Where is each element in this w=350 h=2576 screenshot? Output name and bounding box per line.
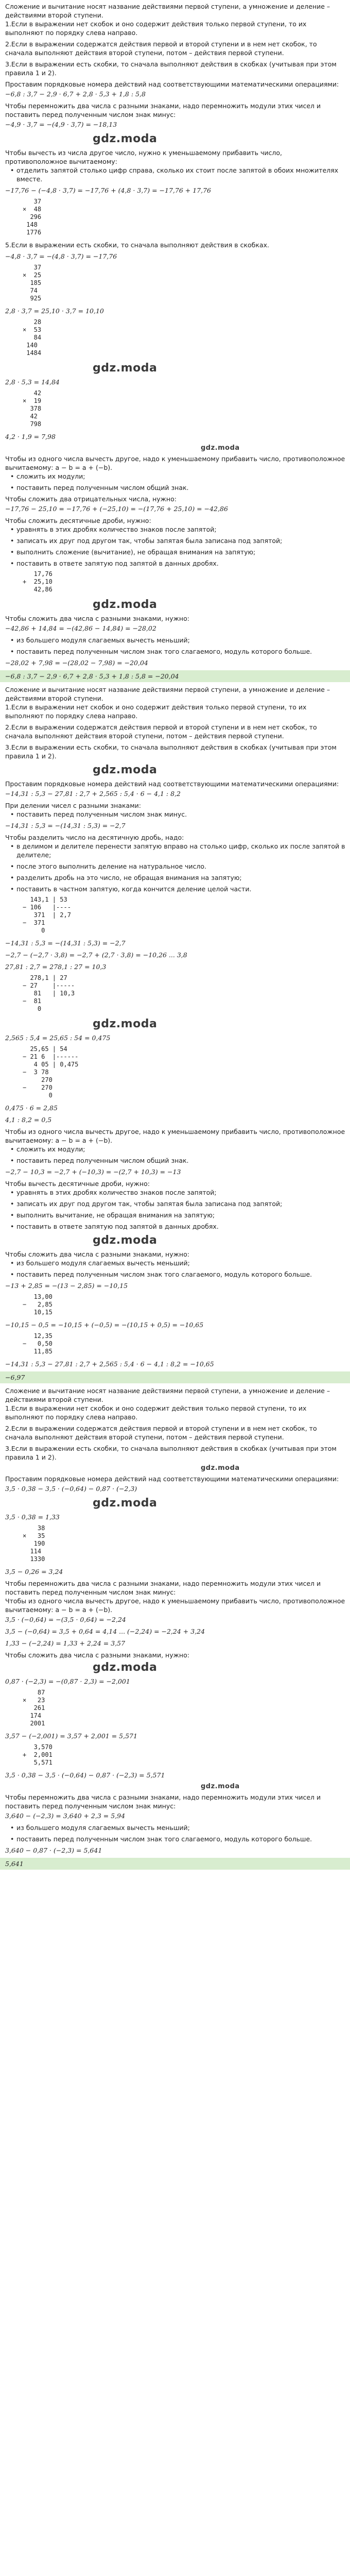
- watermark: gdz.moda: [93, 1018, 157, 1030]
- paragraph: Проставим порядковые номера действий над соответствующими математическими операциями:: [5, 780, 339, 788]
- paragraph: Чтобы сложить два числа с разными знаками, нужно:: [5, 1651, 189, 1659]
- bullet-item: • поставить перед полученным числом знак того слагаемого, модуль которого больше.: [16, 1835, 346, 1843]
- rule-item: 3.Если в выражении есть скобки, то сначала выполняют действия в скобках (учитывая при этом правила 1 и 2).: [5, 1445, 337, 1461]
- paragraph: Чтобы из одного числа вычесть другое, надо к уменьшаемому прибавить число, противоположное вычитаемому: a − b = a + (−b).: [5, 1128, 345, 1144]
- column-calculation: 87 × 23 261 174 2001: [23, 1689, 45, 1727]
- bullet-item: • поставить перед полученным числом знак того слагаемого, модуль которого больше.: [16, 1270, 346, 1279]
- paragraph: Сложение и вычитание носят название действиями первой ступени, а умножение и деление – действиями второй ступени.: [5, 686, 330, 702]
- paragraph: Чтобы перемножить два числа с разными знаками, надо перемножить модули этих чисел и поставить перед полученным числом знак минус:: [5, 102, 321, 118]
- paragraph: Чтобы сложить десятичные дроби, нужно:: [5, 517, 151, 524]
- rule-item: 2.Если в выражении содержатся действия первой и второй ступени и в нем нет скобок, то сначала выполняют действия второй ступени, потом – действия первой ступени.: [5, 723, 317, 740]
- math-line: −14,31 : 5,3 − 27,81 : 2,7 + 2,565 : 5,4 · 6 − 4,1 : 8,2: [5, 790, 181, 798]
- rule-item: 2.Если в выражении содержатся действия первой и второй ступени и в нем нет скобок, то сначала выполняют действия второй ступени, потом – действия первой ступени.: [5, 40, 317, 57]
- column-calculation: 3,570 + 2,001 5,571: [23, 1743, 52, 1766]
- math-line: −6,8 : 3,7 − 2,9 · 6,7 + 2,8 · 5,3 + 1,8 : 5,8: [5, 90, 146, 98]
- bullet-item: • сложить их модули;: [16, 1145, 346, 1154]
- rule-item: 5.Если в выражении есть скобки, то сначала выполняют действия в скобках.: [5, 241, 269, 249]
- bullet-item: • поставить перед полученным числом знак минус.: [16, 810, 346, 819]
- math-line: 0,87 · (−2,3) = −(0,87 · 2,3) = −2,001: [5, 1677, 130, 1685]
- math-line: 4,1 : 8,2 = 0,5: [5, 1116, 52, 1124]
- watermark: gdz.moda: [201, 1783, 240, 1790]
- bullet-item: • сложить их модули;: [16, 472, 346, 481]
- watermark: gdz.moda: [93, 1497, 157, 1510]
- column-calculation: 38 × 35 190 114 1330: [23, 1524, 45, 1563]
- math-line: −4,8 · 3,7 = −(4,8 · 3,7) = −17,76: [5, 252, 117, 260]
- rule-item: 1.Если в выражении нет скобок и оно содержит действия только первой ступени, то их выполняют по порядку слева направо.: [5, 20, 307, 37]
- math-line: −14,31 : 5,3 = −(14,31 : 5,3) = −2,7: [5, 822, 126, 829]
- paragraph: Проставим порядковые номера действий над соответствующими математическими операциями:: [5, 1475, 339, 1483]
- paragraph: Чтобы из одного числа вычесть другое, надо к уменьшаемому прибавить число, противоположное вычитаемому: a − b = a + (−b).: [5, 1597, 345, 1614]
- math-line: −2,7 − 10,3 = −2,7 + (−10,3) = −(2,7 + 10,3) = −13: [5, 1168, 181, 1176]
- math-line: 2,8 · 5,3 = 14,84: [5, 378, 60, 386]
- math-line: −2,7 − (−2,7 · 3,8) = −2,7 + (2,7 · 3,8) = −10,26 ... 3,8: [5, 951, 187, 959]
- answer-line: −6,97: [0, 1371, 350, 1383]
- math-line: −17,76 − 25,10 = −17,76 + (−25,10) = −(17,76 + 25,10) = −42,86: [5, 505, 228, 513]
- bullet-item: • поставить перед полученным числом общий знак.: [16, 483, 346, 492]
- watermark: gdz.moda: [93, 598, 157, 611]
- math-line: 4,2 · 1,9 = 7,98: [5, 433, 56, 440]
- bullet-item: • из большего модуля слагаемых вычесть меньший;: [16, 1259, 346, 1267]
- paragraph: Чтобы разделить число на десятичную дробь, надо:: [5, 834, 184, 841]
- math-line: −42,86 + 14,84 = −(42,86 − 14,84) = −28,02: [5, 624, 156, 632]
- math-line: 3,640 − (−2,3) = 3,640 + 2,3 = 5,94: [5, 1812, 126, 1820]
- answer-line: −6,8 : 3,7 − 2,9 · 6,7 + 2,8 · 5,3 + 1,8 : 5,8 = −20,04: [0, 670, 350, 682]
- math-line: 2,565 : 5,4 = 25,65 : 54 = 0,475: [5, 1034, 111, 1042]
- column-calculation: 12,35 − 0,50 11,85: [23, 1332, 52, 1355]
- bullet-item: • уравнять в этих дробях количество знаков после запятой;: [16, 525, 346, 534]
- bullet-item: • после этого выполнить деление на натуральное число.: [16, 862, 346, 871]
- bullet-item: • записать их друг под другом так, чтобы запятая была записана под запятой;: [16, 536, 346, 545]
- math-line: 0,475 · 6 = 2,85: [5, 1104, 58, 1112]
- math-line: −10,15 − 0,5 = −10,15 + (−0,5) = −(10,15 + 0,5) = −10,65: [5, 1321, 204, 1329]
- bullet-item: • выполнить вычитание, не обращая внимания на запятую;: [16, 1211, 346, 1219]
- column-calculation: 278,1 | 27 − 27 |----- 81 | 10,3 − 81 0: [23, 974, 75, 1012]
- paragraph: Сложение и вычитание носят название действиями первой ступени, а умножение и деление – действиями второй ступени.: [5, 1387, 330, 1403]
- bullet-item: • записать их друг под другом так, чтобы запятая была записана под запятой;: [16, 1199, 346, 1208]
- math-line: 3,5 − (−0,64) = 3,5 + 0,64 = 4,14 ... (−2,24) = −2,24 + 3,24: [5, 1628, 205, 1635]
- rule-item: 1.Если в выражении нет скобок и оно содержит действия только первой ступени, то их выполняют по порядку слева направо.: [5, 703, 307, 720]
- math-line: −17,76 − (−4,8 · 3,7) = −17,76 + (4,8 · 3,7) = −17,76 + 17,76: [5, 187, 211, 194]
- paragraph: Проставим порядковые номера действий над соответствующими математическими операциями:: [5, 80, 339, 88]
- solution-content: [5, 2, 346, 1870]
- column-calculation: 37 × 48 296 148 1776: [23, 198, 42, 236]
- bullet-item: • поставить в ответе запятую под запятой в данных дробях.: [16, 559, 346, 568]
- column-calculation: 37 × 25 185 74 925: [23, 264, 42, 302]
- bullet-item: • разделить дробь на это число, не обращая внимания на запятую;: [16, 873, 346, 882]
- math-line: −4,9 · 3,7 = −(4,9 · 3,7) = −18,13: [5, 121, 117, 128]
- math-line: −14,31 : 5,3 − 27,81 : 2,7 + 2,565 : 5,4 · 6 − 4,1 : 8,2 = −10,65: [5, 1360, 214, 1368]
- column-calculation: 13,00 − 2,85 10,15: [23, 1293, 52, 1316]
- paragraph: Чтобы вычесть десятичные дроби, нужно:: [5, 1180, 150, 1188]
- watermark: gdz.moda: [93, 1661, 157, 1674]
- math-line: −13 + 2,85 = −(13 − 2,85) = −10,15: [5, 1282, 128, 1290]
- paragraph: Чтобы перемножить два числа с разными знаками, надо перемножить модули этих чисел и поставить перед полученным числом знак минус:: [5, 1793, 321, 1810]
- paragraph: Чтобы сложить два отрицательных числа, нужно:: [5, 495, 177, 503]
- rule-item: 1.Если в выражении нет скобок и оно содержит действия только первой ступени, то их выполняют по порядку слева направо.: [5, 1404, 307, 1421]
- bullet-item: • из большего модуля слагаемых вычесть меньший;: [16, 1823, 346, 1832]
- math-line: −28,02 + 7,98 = −(28,02 − 7,98) = −20,04: [5, 659, 148, 667]
- math-line: 3,5 − 0,26 = 3,24: [5, 1568, 63, 1575]
- math-line: −14,31 : 5,3 = −(14,31 : 5,3) = −2,7: [5, 939, 126, 947]
- watermark: gdz.moda: [93, 132, 157, 145]
- column-calculation: 25,65 | 54 − 21 6 |------ 4 05 | 0,475 − 3 78 270 − 270 0: [23, 1045, 79, 1099]
- bullet-item: • поставить перед полученным числом знак того слагаемого, модуль которого больше.: [16, 647, 346, 656]
- watermark: gdz.moda: [93, 1234, 157, 1247]
- bullet-item: • уравнять в этих дробях количество знаков после запятой;: [16, 1188, 346, 1197]
- math-line: 3,5 · 0,38 − 3,5 · (−0,64) − 0,87 · (−2,3): [5, 1485, 137, 1493]
- math-line: 3,5 · (−0,64) = −(3,5 · 0,64) = −2,24: [5, 1616, 126, 1623]
- paragraph: Чтобы вычесть из числа другое число, нужно к уменьшаемому прибавить число, противоположное вычитаемому:: [5, 149, 283, 165]
- watermark: gdz.moda: [93, 362, 157, 375]
- bullet-item: • отделить запятой столько цифр справа, сколько их стоит после запятой в обоих множителях вместе.: [16, 166, 346, 183]
- column-calculation: 17,76 + 25,10 42,86: [23, 570, 52, 593]
- column-calculation: 28 × 53 84 140 1484: [23, 318, 42, 357]
- bullet-item: • поставить перед полученным числом общий знак.: [16, 1156, 346, 1165]
- math-line: 1,33 − (−2,24) = 1,33 + 2,24 = 3,57: [5, 1639, 126, 1647]
- paragraph: Чтобы из одного числа вычесть другое, надо к уменьшаемому прибавить число, противоположное вычитаемому: a − b = a + (−b).: [5, 455, 345, 471]
- bullet-item: • выполнить сложение (вычитание), не обращая внимания на запятую;: [16, 548, 346, 556]
- paragraph: Чтобы сложить два числа с разными знаками, нужно:: [5, 1250, 189, 1258]
- math-line: 3,5 · 0,38 − 3,5 · (−0,64) − 0,87 · (−2,3) = 5,571: [5, 1771, 165, 1779]
- bullet-item: • в делимом и делителе перенести запятую вправо на столько цифр, сколько их после запятой в делителе;: [16, 842, 346, 859]
- paragraph: Чтобы перемножить два числа с разными знаками, надо перемножить модули этих чисел и поставить перед полученным числом знак минус:: [5, 1580, 321, 1596]
- rule-item: 2.Если в выражении содержатся действия первой и второй ступени и в нем нет скобок, то сначала выполняют действия второй ступени, потом – действия первой ступени.: [5, 1425, 317, 1441]
- column-calculation: 42 × 19 378 42 798: [23, 389, 42, 428]
- rule-item: 3.Если в выражении есть скобки, то сначала выполняют действия в скобках (учитывая при этом правила 1 и 2).: [5, 743, 337, 760]
- bullet-item: • поставить в частном запятую, когда кончится деление целой части.: [16, 885, 346, 893]
- paragraph: При делении чисел с разными знаками:: [5, 802, 141, 809]
- watermark: gdz.moda: [93, 764, 157, 776]
- paragraph: Чтобы сложить два числа с разными знаками, нужно:: [5, 615, 189, 622]
- watermark: gdz.moda: [201, 444, 240, 452]
- column-calculation: 143,1 | 53 − 106 |---- 371 | 2,7 − 371 0: [23, 896, 71, 934]
- math-line: 3,57 − (−2,001) = 3,57 + 2,001 = 5,571: [5, 1732, 137, 1740]
- math-line: 3,5 · 0,38 = 1,33: [5, 1513, 60, 1521]
- answer-line: 5,641: [0, 1858, 350, 1870]
- paragraph: Сложение и вычитание носят название действиями первой ступени, а умножение и деление – действиями второй ступени.: [5, 3, 330, 19]
- bullet-item: • из большего модуля слагаемых вычесть меньший;: [16, 636, 346, 645]
- math-line: 3,640 − 0,87 · (−2,3) = 5,641: [5, 1846, 102, 1854]
- bullet-item: • поставить в ответе запятую под запятой в данных дробях.: [16, 1222, 346, 1231]
- watermark: gdz.moda: [201, 1464, 240, 1472]
- math-line: 27,81 : 2,7 = 278,1 : 27 = 10,3: [5, 963, 107, 971]
- rule-item: 3.Если в выражении есть скобки, то сначала выполняют действия в скобках (учитывая при этом правила 1 и 2).: [5, 60, 337, 77]
- math-line: 2,8 · 3,7 = 25,10 · 3,7 = 10,10: [5, 307, 104, 315]
